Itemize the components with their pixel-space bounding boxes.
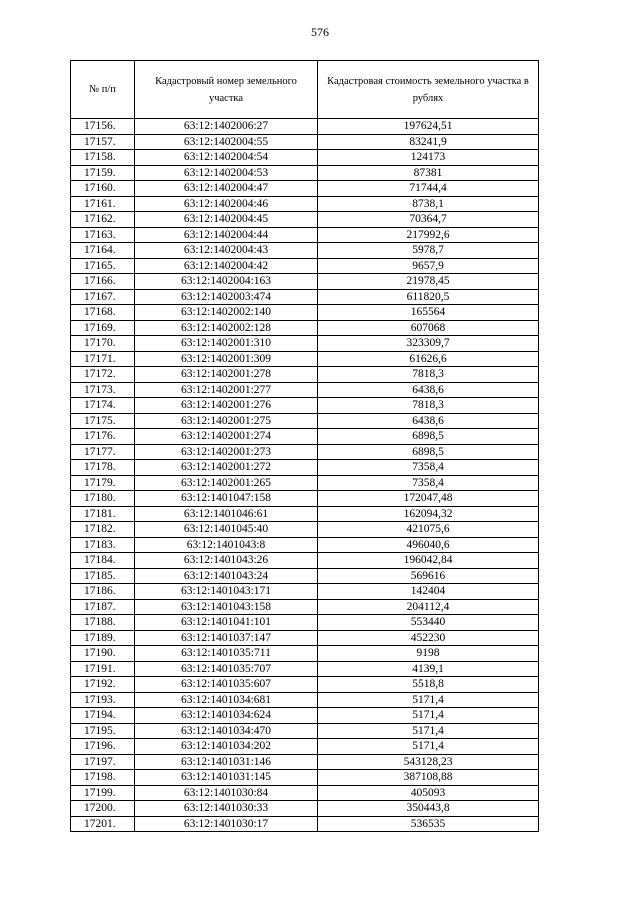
table-row [71, 708, 539, 724]
table-row [71, 770, 539, 786]
row-index: 17172. [71, 367, 135, 383]
header-index: № п/п [71, 61, 135, 119]
cadastral-cost: 607068 [318, 320, 539, 336]
table-row [71, 630, 539, 646]
row-index: 17188. [71, 615, 135, 631]
row-index: 17160. [71, 181, 135, 197]
cadastral-number: 63:12:1401043:24 [135, 568, 318, 584]
cadastral-cost: 6438,6 [318, 382, 539, 398]
cadastral-cost: 8738,1 [318, 196, 539, 212]
table-row [71, 723, 539, 739]
row-index: 17175. [71, 413, 135, 429]
cadastral-cost: 61626,6 [318, 351, 539, 367]
table-row [71, 413, 539, 429]
row-index: 17158. [71, 150, 135, 166]
table-row [71, 506, 539, 522]
cadastral-number: 63:12:1401031:145 [135, 770, 318, 786]
cadastral-number: 63:12:1402004:54 [135, 150, 318, 166]
table-row [71, 615, 539, 631]
row-index: 17165. [71, 258, 135, 274]
cadastral-number: 63:12:1402001:272 [135, 460, 318, 476]
cadastral-cost: 21978,45 [318, 274, 539, 290]
cadastral-cost: 142404 [318, 584, 539, 600]
cadastral-number: 63:12:1402001:276 [135, 398, 318, 414]
cadastral-cost: 7358,4 [318, 460, 539, 476]
cadastral-cost: 204112,4 [318, 599, 539, 615]
row-index: 17197. [71, 754, 135, 770]
cadastral-cost: 217992,6 [318, 227, 539, 243]
cadastral-number: 63:12:1402001:265 [135, 475, 318, 491]
cadastral-cost: 196042,84 [318, 553, 539, 569]
row-index: 17194. [71, 708, 135, 724]
cadastral-number: 63:12:1402004:47 [135, 181, 318, 197]
row-index: 17196. [71, 739, 135, 755]
table-row [71, 444, 539, 460]
table-row [71, 367, 539, 383]
cadastral-number: 63:12:1402004:43 [135, 243, 318, 259]
cadastral-cost: 611820,5 [318, 289, 539, 305]
cadastral-cost: 70364,7 [318, 212, 539, 228]
table-row [71, 584, 539, 600]
table-row [71, 661, 539, 677]
row-index: 17182. [71, 522, 135, 538]
cadastral-number: 63:12:1401034:624 [135, 708, 318, 724]
table-row [71, 785, 539, 801]
cadastral-cost: 543128,23 [318, 754, 539, 770]
table-row [71, 134, 539, 150]
cadastral-number: 63:12:1402004:53 [135, 165, 318, 181]
table-row [71, 816, 539, 832]
cadastral-cost: 7818,3 [318, 398, 539, 414]
cadastral-number: 63:12:1401035:707 [135, 661, 318, 677]
cadastral-cost: 496040,6 [318, 537, 539, 553]
row-index: 17195. [71, 723, 135, 739]
cadastral-cost: 6438,6 [318, 413, 539, 429]
table-row [71, 382, 539, 398]
table-row [71, 754, 539, 770]
row-index: 17193. [71, 692, 135, 708]
cadastral-cost: 7358,4 [318, 475, 539, 491]
cadastral-number: 63:12:1402002:140 [135, 305, 318, 321]
table-row [71, 336, 539, 352]
cadastral-number: 63:12:1402006:27 [135, 119, 318, 135]
table-row [71, 181, 539, 197]
cadastral-cost: 87381 [318, 165, 539, 181]
cadastral-number: 63:12:1401045:40 [135, 522, 318, 538]
table-row [71, 491, 539, 507]
cadastral-number: 63:12:1402001:278 [135, 367, 318, 383]
table-row [71, 537, 539, 553]
cadastral-cost: 165564 [318, 305, 539, 321]
row-index: 17159. [71, 165, 135, 181]
row-index: 17156. [71, 119, 135, 135]
cadastral-cost: 162094,32 [318, 506, 539, 522]
cadastral-cost: 7818,3 [318, 367, 539, 383]
row-index: 17179. [71, 475, 135, 491]
table-row [71, 258, 539, 274]
cadastral-cost: 387108,88 [318, 770, 539, 786]
table-row [71, 801, 539, 817]
table-body [71, 119, 539, 832]
row-index: 17163. [71, 227, 135, 243]
table-row [71, 677, 539, 693]
cadastral-cost: 5171,4 [318, 692, 539, 708]
cadastral-cost: 9657,9 [318, 258, 539, 274]
cadastral-number: 63:12:1401035:711 [135, 646, 318, 662]
row-index: 17170. [71, 336, 135, 352]
row-index: 17189. [71, 630, 135, 646]
header-cadastral-cost: Кадастровая стоимость земельного участка в рублях [318, 61, 539, 119]
row-index: 17200. [71, 801, 135, 817]
cadastral-number: 63:12:1402004:42 [135, 258, 318, 274]
cadastral-number: 63:12:1401043:158 [135, 599, 318, 615]
cadastral-cost: 350443,8 [318, 801, 539, 817]
header-row [71, 61, 539, 119]
row-index: 17191. [71, 661, 135, 677]
table-row [71, 289, 539, 305]
table-row [71, 150, 539, 166]
cadastral-cost: 197624,51 [318, 119, 539, 135]
table-row [71, 243, 539, 259]
cadastral-cost: 6898,5 [318, 444, 539, 460]
cadastral-number: 63:12:1401043:26 [135, 553, 318, 569]
cadastral-cost: 569616 [318, 568, 539, 584]
row-index: 17167. [71, 289, 135, 305]
cadastral-number: 63:12:1401041:101 [135, 615, 318, 631]
cadastral-number: 63:12:1402004:163 [135, 274, 318, 290]
table-row [71, 646, 539, 662]
cadastral-cost: 6898,5 [318, 429, 539, 445]
cadastral-number: 63:12:1402003:474 [135, 289, 318, 305]
cadastral-number: 63:12:1402002:128 [135, 320, 318, 336]
row-index: 17169. [71, 320, 135, 336]
cadastral-cost: 9198 [318, 646, 539, 662]
cadastral-cost: 5978,7 [318, 243, 539, 259]
row-index: 17199. [71, 785, 135, 801]
table-row [71, 320, 539, 336]
row-index: 17174. [71, 398, 135, 414]
cadastral-cost: 71744,4 [318, 181, 539, 197]
table-row [71, 305, 539, 321]
cadastral-cost: 5171,4 [318, 739, 539, 755]
cadastral-cost: 5518,8 [318, 677, 539, 693]
row-index: 17187. [71, 599, 135, 615]
cadastral-cost: 5171,4 [318, 723, 539, 739]
row-index: 17186. [71, 584, 135, 600]
row-index: 17184. [71, 553, 135, 569]
cadastral-cost: 405093 [318, 785, 539, 801]
cadastral-number: 63:12:1402004:55 [135, 134, 318, 150]
cadastral-number: 63:12:1402001:309 [135, 351, 318, 367]
cadastral-number: 63:12:1402001:274 [135, 429, 318, 445]
table-row [71, 568, 539, 584]
cadastral-number: 63:12:1402001:273 [135, 444, 318, 460]
row-index: 17177. [71, 444, 135, 460]
cadastral-cost: 323309,7 [318, 336, 539, 352]
cadastral-cost: 124173 [318, 150, 539, 166]
cadastral-number: 63:12:1401030:33 [135, 801, 318, 817]
cadastral-cost: 553440 [318, 615, 539, 631]
cadastral-number: 63:12:1401030:84 [135, 785, 318, 801]
cadastral-number: 63:12:1401030:17 [135, 816, 318, 832]
table-row [71, 692, 539, 708]
table-row [71, 196, 539, 212]
cadastral-number: 63:12:1401034:470 [135, 723, 318, 739]
cadastral-number: 63:12:1402001:310 [135, 336, 318, 352]
cadastral-number: 63:12:1402004:46 [135, 196, 318, 212]
row-index: 17185. [71, 568, 135, 584]
cadastral-cost: 83241,9 [318, 134, 539, 150]
table-row [71, 475, 539, 491]
cadastral-table [70, 60, 539, 832]
row-index: 17181. [71, 506, 135, 522]
cadastral-number: 63:12:1401034:202 [135, 739, 318, 755]
row-index: 17178. [71, 460, 135, 476]
row-index: 17162. [71, 212, 135, 228]
header-cadastral-number: Кадастровый номер земельного участка [135, 61, 318, 119]
table-row [71, 351, 539, 367]
cadastral-number: 63:12:1401043:8 [135, 537, 318, 553]
cadastral-number: 63:12:1402001:275 [135, 413, 318, 429]
row-index: 17166. [71, 274, 135, 290]
row-index: 17192. [71, 677, 135, 693]
cadastral-cost: 452230 [318, 630, 539, 646]
table-row [71, 398, 539, 414]
row-index: 17176. [71, 429, 135, 445]
table-header [71, 61, 539, 119]
cadastral-cost: 172047,48 [318, 491, 539, 507]
table-row [71, 553, 539, 569]
row-index: 17201. [71, 816, 135, 832]
row-index: 17164. [71, 243, 135, 259]
table-row [71, 227, 539, 243]
table-row [71, 165, 539, 181]
cadastral-number: 63:12:1401035:607 [135, 677, 318, 693]
row-index: 17168. [71, 305, 135, 321]
table-row [71, 274, 539, 290]
cadastral-cost: 536535 [318, 816, 539, 832]
cadastral-cost: 421075,6 [318, 522, 539, 538]
table-row [71, 522, 539, 538]
cadastral-number: 63:12:1401034:681 [135, 692, 318, 708]
cadastral-number: 63:12:1401043:171 [135, 584, 318, 600]
row-index: 17157. [71, 134, 135, 150]
table-row [71, 599, 539, 615]
table-row [71, 739, 539, 755]
row-index: 17161. [71, 196, 135, 212]
row-index: 17190. [71, 646, 135, 662]
cadastral-cost: 4139,1 [318, 661, 539, 677]
cadastral-number: 63:12:1402004:45 [135, 212, 318, 228]
cadastral-number: 63:12:1401046:61 [135, 506, 318, 522]
cadastral-number: 63:12:1402001:277 [135, 382, 318, 398]
table-row [71, 460, 539, 476]
cadastral-number: 63:12:1402004:44 [135, 227, 318, 243]
cadastral-number: 63:12:1401047:158 [135, 491, 318, 507]
row-index: 17183. [71, 537, 135, 553]
cadastral-number: 63:12:1401037:147 [135, 630, 318, 646]
row-index: 17171. [71, 351, 135, 367]
table-row [71, 429, 539, 445]
row-index: 17173. [71, 382, 135, 398]
table-row [71, 119, 539, 135]
cadastral-cost: 5171,4 [318, 708, 539, 724]
table-row [71, 212, 539, 228]
cadastral-number: 63:12:1401031:146 [135, 754, 318, 770]
page-number: 576 [311, 25, 329, 39]
row-index: 17198. [71, 770, 135, 786]
row-index: 17180. [71, 491, 135, 507]
